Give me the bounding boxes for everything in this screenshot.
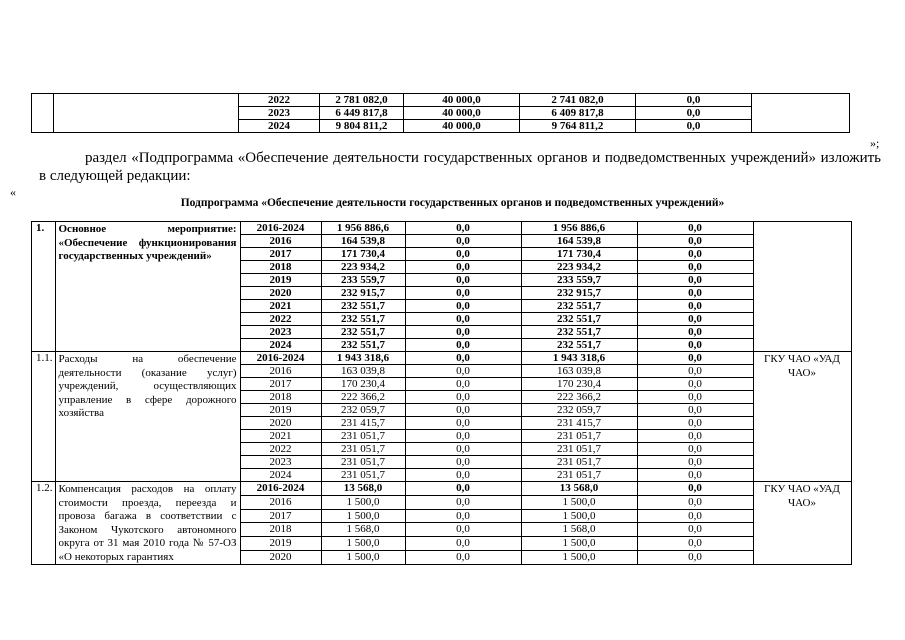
section-description: Основное мероприятие: «Обеспечение функционирования государственных учреждений» [55, 222, 240, 352]
description-cell [54, 94, 239, 133]
year-cell: 2017 [240, 248, 321, 261]
total-cell: 13 568,0 [321, 482, 405, 496]
c3-cell: 232 915,7 [521, 287, 637, 300]
c4-cell: 0,0 [637, 339, 753, 352]
year-cell: 2024 [239, 120, 320, 133]
c4-cell: 0,0 [637, 417, 753, 430]
section-number: 1. [32, 222, 56, 352]
c2-cell: 0,0 [405, 417, 521, 430]
top-table-body [32, 94, 850, 133]
section-description: Расходы на обеспечение деятельности (оказание услуг) учреждений, осуществляющих управление в сфере дорожного хозяйства [55, 352, 240, 482]
c3-cell: 223 934,2 [521, 261, 637, 274]
c4-cell: 0,0 [637, 482, 753, 496]
c4-cell: 0,0 [637, 274, 753, 287]
section-number: 1.1. [32, 352, 56, 482]
c4-cell: 0,0 [637, 248, 753, 261]
c2-cell: 0,0 [405, 222, 521, 235]
c3-cell: 171 730,4 [521, 248, 637, 261]
c3-cell: 231 051,7 [521, 443, 637, 456]
c4-cell: 0,0 [637, 287, 753, 300]
total-cell: 231 051,7 [321, 469, 405, 482]
c3-cell: 231 415,7 [521, 417, 637, 430]
c4-cell: 0,0 [636, 120, 752, 133]
c4-cell: 0,0 [637, 509, 753, 523]
c4-cell: 0,0 [637, 456, 753, 469]
total-cell: 231 415,7 [321, 417, 405, 430]
c4-cell: 0,0 [637, 365, 753, 378]
total-cell: 1 956 886,6 [321, 222, 405, 235]
c2-cell: 0,0 [405, 261, 521, 274]
c4-cell: 0,0 [637, 313, 753, 326]
year-cell: 2024 [240, 339, 321, 352]
c3-cell: 232 059,7 [521, 404, 637, 417]
total-cell: 1 568,0 [321, 523, 405, 537]
year-cell: 2018 [240, 523, 321, 537]
total-cell: 170 230,4 [321, 378, 405, 391]
c4-cell: 0,0 [637, 222, 753, 235]
c3-cell: 222 366,2 [521, 391, 637, 404]
section-description: Компенсация расходов на оплату стоимости проезда, переезда и провоза багажа в соответствии с Законом Чукотского автономного округа от 31 мая 2010 года № 57-ОЗ «О некоторых гарантиях [55, 482, 240, 565]
c2-cell: 0,0 [405, 235, 521, 248]
c3-cell: 1 500,0 [521, 537, 637, 551]
responsible-cell [752, 94, 850, 133]
c3-cell: 1 500,0 [521, 495, 637, 509]
c4-cell: 0,0 [637, 443, 753, 456]
subprogram-table-body [32, 222, 852, 565]
c3-cell: 1 956 886,6 [521, 222, 637, 235]
year-cell: 2019 [240, 404, 321, 417]
c3-cell: 232 551,7 [521, 313, 637, 326]
c3-cell: 13 568,0 [521, 482, 637, 496]
c3-cell: 233 559,7 [521, 274, 637, 287]
c4-cell: 0,0 [636, 94, 752, 107]
total-cell: 232 915,7 [321, 287, 405, 300]
c2-cell: 0,0 [405, 352, 521, 365]
total-cell: 223 934,2 [321, 261, 405, 274]
year-cell: 2023 [239, 107, 320, 120]
year-cell: 2018 [240, 391, 321, 404]
year-cell: 2024 [240, 469, 321, 482]
c3-cell: 232 551,7 [521, 339, 637, 352]
c4-cell: 0,0 [637, 469, 753, 482]
c2-cell: 0,0 [405, 326, 521, 339]
total-cell: 164 539,8 [321, 235, 405, 248]
c2-cell: 0,0 [405, 365, 521, 378]
year-cell: 2016-2024 [240, 482, 321, 496]
c3-cell: 1 943 318,6 [521, 352, 637, 365]
table-row [32, 94, 850, 107]
c3-cell: 6 409 817,8 [520, 107, 636, 120]
total-cell: 232 551,7 [321, 326, 405, 339]
year-cell: 2021 [240, 430, 321, 443]
year-cell: 2018 [240, 261, 321, 274]
total-cell: 1 500,0 [321, 537, 405, 551]
c4-cell: 0,0 [637, 261, 753, 274]
c2-cell: 0,0 [405, 300, 521, 313]
paragraph-line-2: в следующей редакции: [39, 168, 191, 184]
year-cell: 2019 [240, 537, 321, 551]
c4-cell: 0,0 [637, 300, 753, 313]
c3-cell: 231 051,7 [521, 469, 637, 482]
total-cell: 232 551,7 [321, 313, 405, 326]
year-cell: 2020 [240, 287, 321, 300]
total-cell: 232 059,7 [321, 404, 405, 417]
year-cell: 2017 [240, 378, 321, 391]
year-cell: 2022 [239, 94, 320, 107]
section-number: 1.2. [32, 482, 56, 565]
c3-cell: 9 764 811,2 [520, 120, 636, 133]
c2-cell: 0,0 [405, 287, 521, 300]
paragraph-line-1: раздел «Подпрограмма «Обеспечение деятельности государственных органов и подведомственных учреждений» изложить [85, 150, 881, 166]
year-cell: 2016-2024 [240, 222, 321, 235]
total-cell: 1 500,0 [321, 551, 405, 565]
total-cell: 1 500,0 [321, 509, 405, 523]
c2-cell: 40 000,0 [404, 120, 520, 133]
table-row [32, 482, 852, 496]
c4-cell: 0,0 [637, 523, 753, 537]
responsible-executor: ГКУ ЧАО «УАД ЧАО» [753, 352, 851, 482]
year-cell: 2019 [240, 274, 321, 287]
c3-cell: 1 500,0 [521, 509, 637, 523]
c4-cell: 0,0 [637, 378, 753, 391]
total-cell: 231 051,7 [321, 443, 405, 456]
year-cell: 2020 [240, 551, 321, 565]
closing-quote-mark: »; [870, 136, 880, 150]
subprogram-title: Подпрограмма «Обеспечение деятельности государственных органов и подведомственных учреждений» [180, 197, 725, 209]
c4-cell: 0,0 [637, 430, 753, 443]
c2-cell: 0,0 [405, 443, 521, 456]
c2-cell: 0,0 [405, 509, 521, 523]
c2-cell: 0,0 [405, 404, 521, 417]
year-cell: 2023 [240, 456, 321, 469]
table-row [32, 222, 852, 235]
total-cell: 232 551,7 [321, 300, 405, 313]
year-cell: 2023 [240, 326, 321, 339]
c3-cell: 231 051,7 [521, 430, 637, 443]
c2-cell: 0,0 [405, 523, 521, 537]
responsible-executor [753, 222, 851, 352]
c2-cell: 40 000,0 [404, 107, 520, 120]
c2-cell: 0,0 [405, 339, 521, 352]
total-cell: 231 051,7 [321, 430, 405, 443]
c3-cell: 231 051,7 [521, 456, 637, 469]
year-cell: 2022 [240, 313, 321, 326]
total-cell: 6 449 817,8 [320, 107, 404, 120]
c4-cell: 0,0 [637, 235, 753, 248]
year-cell: 2017 [240, 509, 321, 523]
year-cell: 2016-2024 [240, 352, 321, 365]
num-cell [32, 94, 54, 133]
total-cell: 233 559,7 [321, 274, 405, 287]
c3-cell: 232 551,7 [521, 300, 637, 313]
c3-cell: 232 551,7 [521, 326, 637, 339]
total-cell: 1 500,0 [321, 495, 405, 509]
c4-cell: 0,0 [636, 107, 752, 120]
year-cell: 2020 [240, 417, 321, 430]
c2-cell: 0,0 [405, 313, 521, 326]
c4-cell: 0,0 [637, 352, 753, 365]
c3-cell: 163 039,8 [521, 365, 637, 378]
c2-cell: 0,0 [405, 469, 521, 482]
year-cell: 2016 [240, 495, 321, 509]
c2-cell: 0,0 [405, 430, 521, 443]
opening-quote-mark: « [10, 185, 16, 199]
c4-cell: 0,0 [637, 495, 753, 509]
year-cell: 2016 [240, 365, 321, 378]
c3-cell: 1 500,0 [521, 551, 637, 565]
c2-cell: 40 000,0 [404, 94, 520, 107]
year-cell: 2022 [240, 443, 321, 456]
total-cell: 2 781 082,0 [320, 94, 404, 107]
c2-cell: 0,0 [405, 456, 521, 469]
year-cell: 2021 [240, 300, 321, 313]
top-table [31, 93, 850, 133]
total-cell: 171 730,4 [321, 248, 405, 261]
c4-cell: 0,0 [637, 326, 753, 339]
c3-cell: 1 568,0 [521, 523, 637, 537]
c3-cell: 164 539,8 [521, 235, 637, 248]
total-cell: 222 366,2 [321, 391, 405, 404]
table-row [32, 352, 852, 365]
total-cell: 9 804 811,2 [320, 120, 404, 133]
total-cell: 231 051,7 [321, 456, 405, 469]
c4-cell: 0,0 [637, 551, 753, 565]
c4-cell: 0,0 [637, 404, 753, 417]
c4-cell: 0,0 [637, 537, 753, 551]
subprogram-table [31, 221, 852, 565]
c2-cell: 0,0 [405, 391, 521, 404]
c2-cell: 0,0 [405, 537, 521, 551]
c2-cell: 0,0 [405, 495, 521, 509]
total-cell: 163 039,8 [321, 365, 405, 378]
c3-cell: 2 741 082,0 [520, 94, 636, 107]
total-cell: 232 551,7 [321, 339, 405, 352]
amendment-paragraph [39, 149, 881, 185]
c2-cell: 0,0 [405, 248, 521, 261]
year-cell: 2016 [240, 235, 321, 248]
c2-cell: 0,0 [405, 551, 521, 565]
c4-cell: 0,0 [637, 391, 753, 404]
responsible-executor: ГКУ ЧАО «УАД ЧАО» [753, 482, 851, 565]
c2-cell: 0,0 [405, 482, 521, 496]
c3-cell: 170 230,4 [521, 378, 637, 391]
c2-cell: 0,0 [405, 274, 521, 287]
c2-cell: 0,0 [405, 378, 521, 391]
total-cell: 1 943 318,6 [321, 352, 405, 365]
